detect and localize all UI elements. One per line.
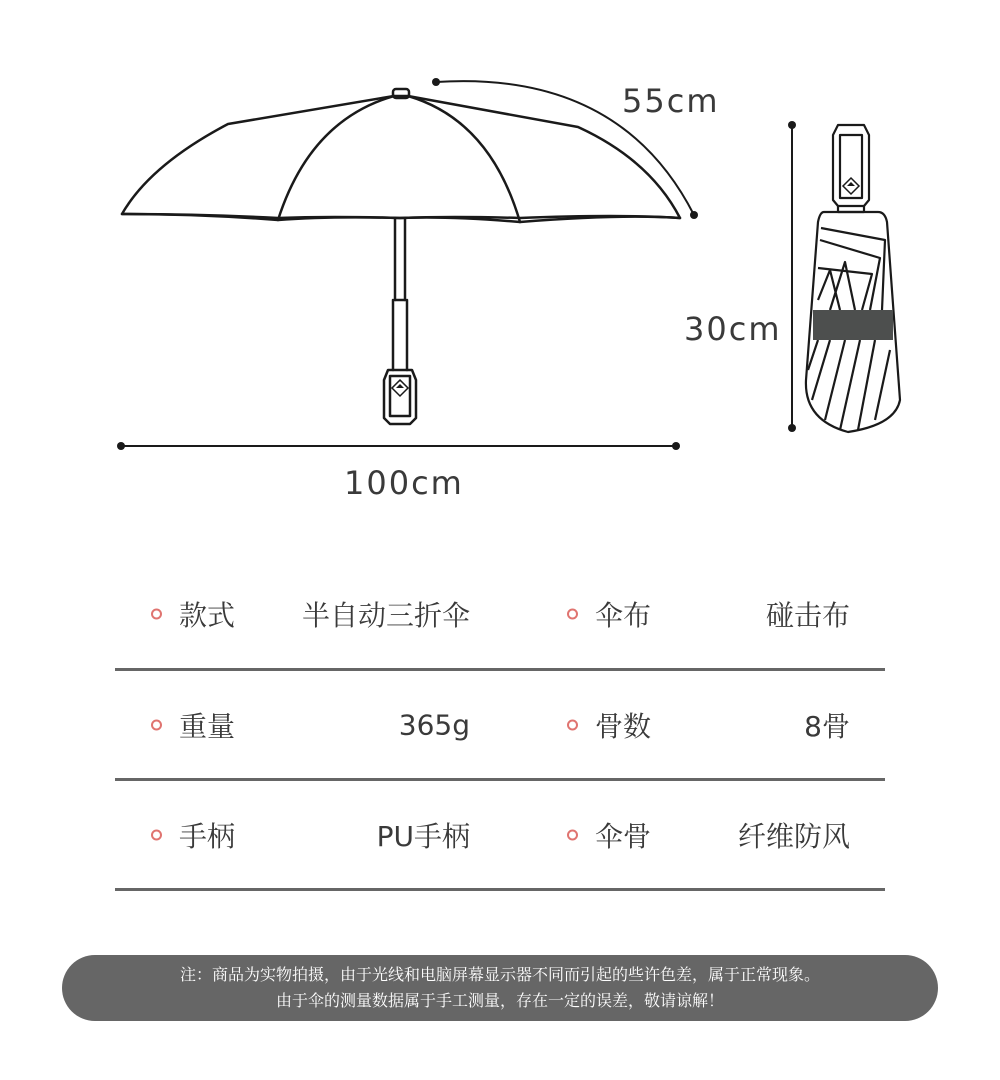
- bullet-icon: [151, 829, 162, 840]
- folded-band: [813, 310, 893, 340]
- bullet-icon: [151, 719, 162, 730]
- spec-value: 纤维防风: [737, 819, 850, 853]
- bullet-icon: [567, 719, 578, 730]
- spec-value: 8骨: [804, 709, 850, 743]
- bullet-icon: [567, 829, 578, 840]
- bullet-icon: [567, 609, 578, 620]
- spec-label: 骨数: [595, 709, 652, 743]
- folded-length-label: 30cm: [684, 310, 782, 348]
- note-line-1: 注：商品为实物拍摄，由于光线和电脑屏幕显示器不同而引起的些许色差，属于正常现象。: [179, 965, 820, 984]
- spec-value: 365g: [398, 708, 470, 741]
- spec-row: [115, 671, 885, 781]
- spec-value: 半自动三折伞: [301, 599, 470, 632]
- disclaimer-note: [62, 955, 938, 1021]
- width-label: 100cm: [344, 464, 464, 502]
- spec-label: 伞骨: [595, 819, 652, 853]
- spec-label: 重量: [179, 709, 236, 743]
- spec-table: [115, 560, 885, 891]
- spec-label: 款式: [179, 599, 236, 632]
- spec-row: [115, 781, 885, 891]
- bullet-icon: [151, 609, 162, 620]
- spec-label: 手柄: [179, 819, 236, 853]
- spec-value: PU手柄: [376, 819, 470, 853]
- spec-value: 碰击布: [765, 599, 850, 632]
- spec-label: 伞布: [595, 599, 652, 632]
- spec-row: [115, 560, 885, 671]
- arc-length-label: 55cm: [622, 82, 720, 120]
- note-line-2: 由于伞的测量数据属于手工测量，存在一定的误差，敬请谅解！: [275, 991, 724, 1010]
- folded-umbrella-illustration: [0, 0, 1000, 520]
